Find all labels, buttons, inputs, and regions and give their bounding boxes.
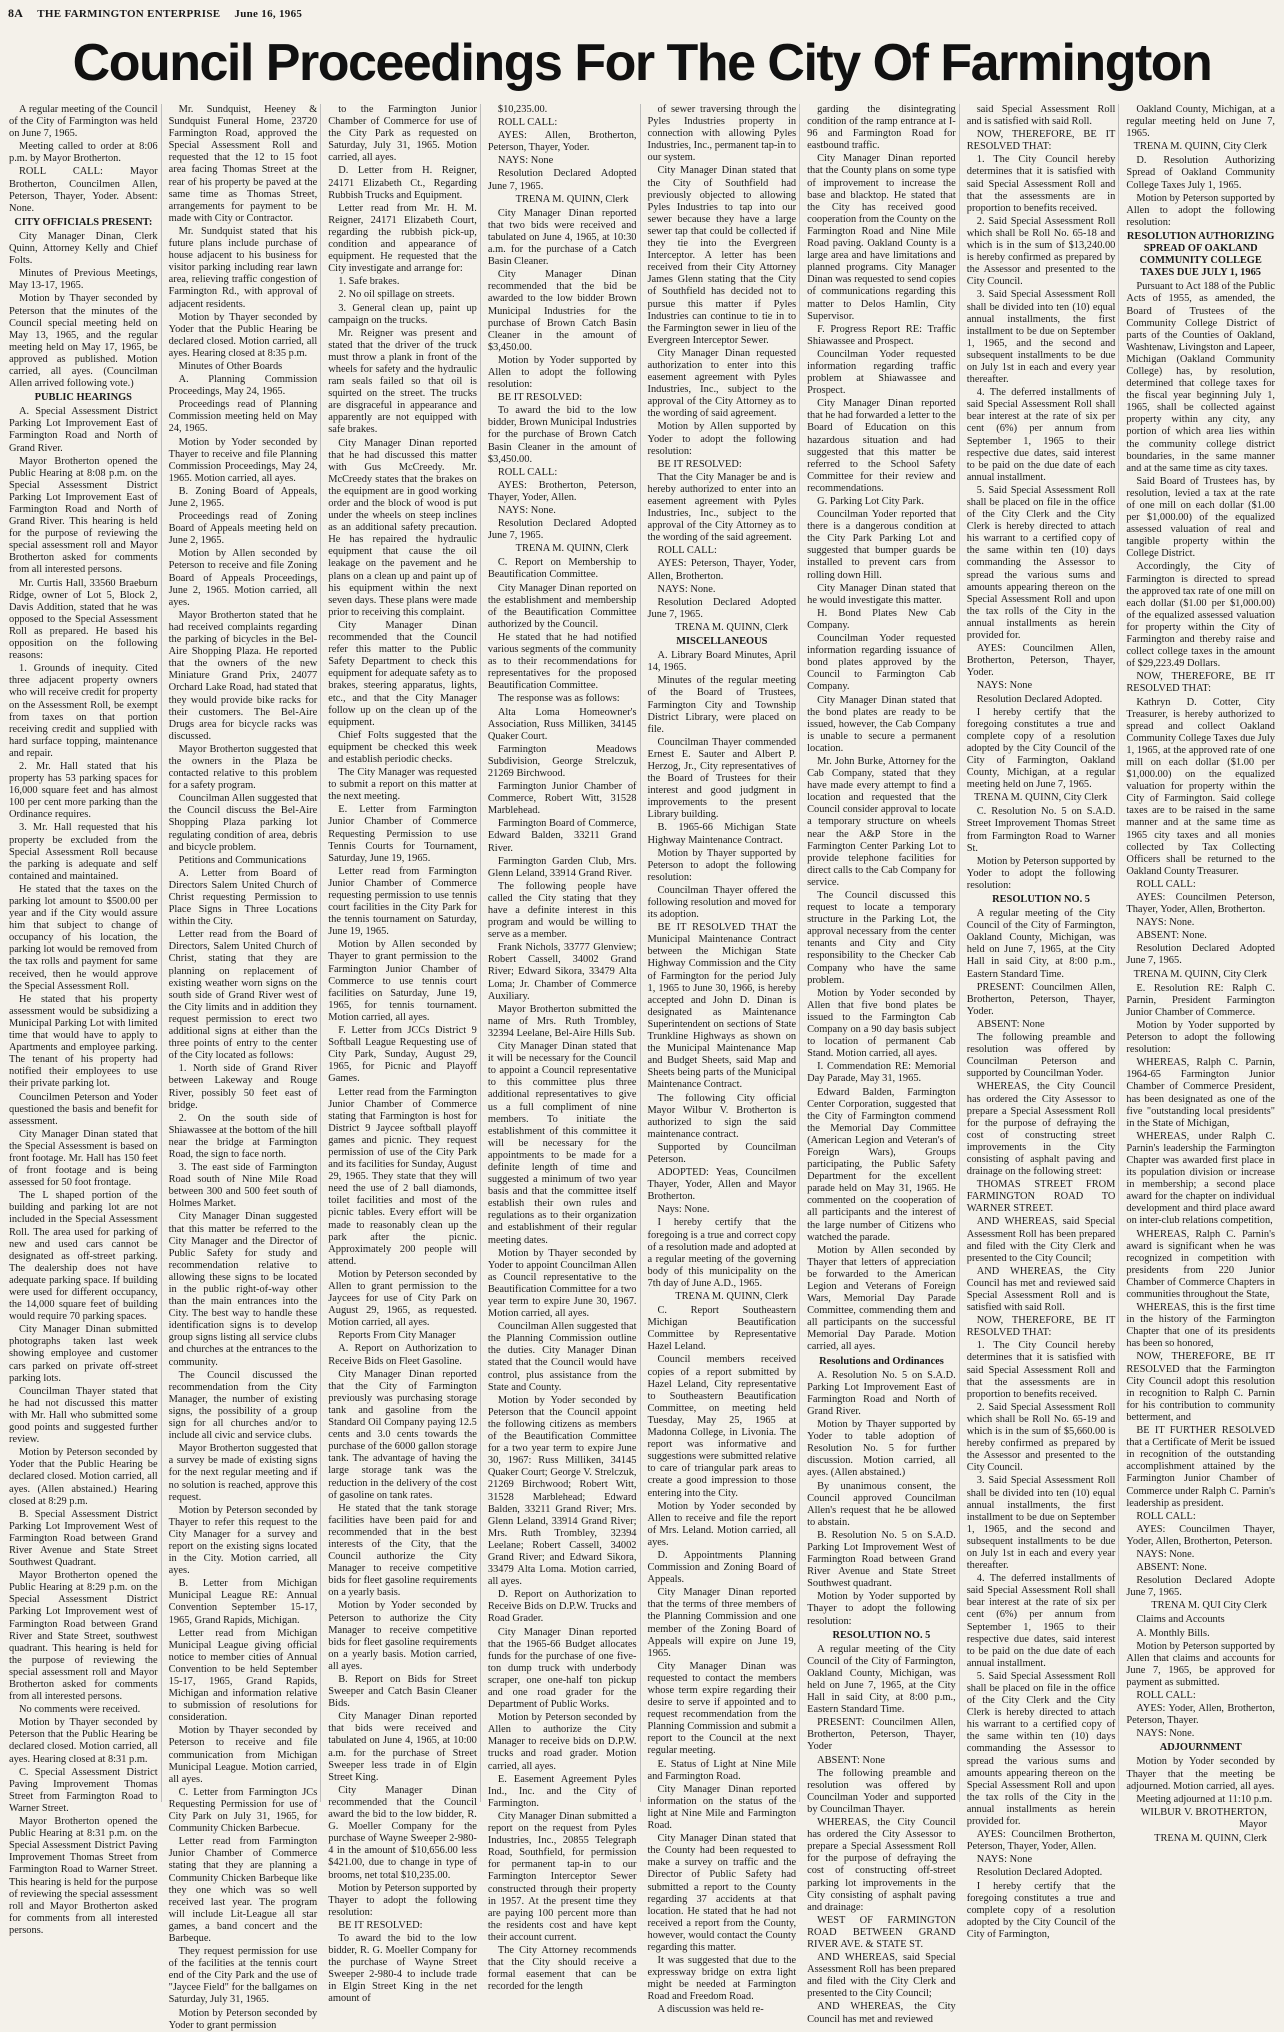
article-paragraph: PRESENT: Councilmen Allen, Brotherton, Peterson, Thayer, Yoder. xyxy=(966,981,1116,1017)
article-paragraph: Motion by Yoder seconded by Allen that five bond plates be issued to the Farmington Cab Company on a 90 day basis subject to location of permanent Cab Stand. Motion carried, all ayes. xyxy=(807,987,956,1060)
article-paragraph: A. Monthly Bills. xyxy=(1136,1627,1210,1639)
article-paragraph: Meeting called to order at 8:06 p.m. by Mayor Brotherton. xyxy=(9,141,158,165)
article-paragraph: Mr. Curtis Hall, 33560 Braeburn Ridge, owner of Lot 5, Block 2, Davis Addition, stated that he was opposed to the Special Assessment Roll as prepared. He based his opposition on the following reasons: xyxy=(9,577,158,662)
article-paragraph: Motion by Thayer seconded by Yoder that the Public Hearing be declared closed. Motion carried, all ayes. Hearing closed at 8:35 p.m. xyxy=(168,311,318,359)
article-paragraph: 3. Said Special Assessment Roll shall be divided into ten (10) equal annual installments, the first installment to be due on September 1, 1965, and the second and subsequent installments to be due on July 1st in each and every year thereafter. xyxy=(966,1475,1116,1572)
article-paragraph: Letter read from the Farmington Junior Chamber of Commerce stating that Farmington is host for District 9 Jaycee softball playoff games and picnic. They request permission of use of the City Park and its facilities for Sunday, August 29, 1965. They state that they will need the use of 2 ball diamonds, toilet facilities and most of the picnic tables. Every effort will be made to reasonably clean up the park after the picnic. Approximately 200 people will attend. xyxy=(328,1086,477,1267)
article-paragraph: Motion by Yoder seconded by Allen to receive and file the report of Mrs. Leland. Motion carried, all ayes. xyxy=(647,1500,797,1548)
article-paragraph: Edward Balden, Farmington Center Corporation, suggested that the City of Farmington commend the Memorial Day Committee (American Legion and Veteran's of Foreign Wars), Groups participating, the Public Safety Department for the excellent parade held on May 31, 1965. He commented on the cooperation of all participants and the interest of the large number of Citizens who watched the parade. xyxy=(807,1086,956,1243)
section-subhead: Resolutions and Ordinances xyxy=(819,1355,944,1367)
article-paragraph: NAYS: None xyxy=(976,680,1033,692)
article-paragraph: Proceedings read of Planning Commission meeting held on May 24, 1965. xyxy=(168,399,318,435)
article-paragraph: He stated that his property assessment would be subsidizing a Municipal Parking Lot with limited time that would have to apply to Apartments and employee parking. The tenant of his property had notified their employees to use their private parking lot. xyxy=(9,993,158,1090)
article-paragraph: B. Resolution No. 5 on S.A.D. Parking Lot Improvement West of Farmington Road between Grand River Avenue and State Street Southwest quadrant. xyxy=(807,1529,956,1590)
article-paragraph: 3. The east side of Farmington Road south of Nine Mile Road between 300 and 500 feet south of Holmes Market. xyxy=(168,1162,318,1210)
article-paragraph: I. Commendation RE: Memorial Day Parade, May 31, 1965. xyxy=(807,1061,956,1085)
article-paragraph: Minutes of Previous Meetings, May 13-17, 1965. xyxy=(9,268,158,292)
article-paragraph: D. Resolution Authorizing Spread of Oakland Community College Taxes July 1, 1965. xyxy=(1126,155,1275,191)
article-column-2 xyxy=(166,104,322,2031)
article-paragraph: Minutes of the regular meeting of the Board of Trustees, Farmington City and Township District Library, were placed on file. xyxy=(647,675,797,735)
signature-line: TRENA M. QUINN, City Clerk xyxy=(1133,968,1267,980)
article-paragraph: City Manager Dinan reported that the 1965-66 Budget allocates funds for the purchase of one five-ton dump truck with underbody scraper, one one-half ton pickup and one road grader for the Department of Public Works. xyxy=(487,1626,637,1711)
article-paragraph: 5. Said Special Assessment Roll shall be placed on file in the office of the City Clerk and the City Clerk is hereby directed to attach his warrant to a certified copy of the same within ten (10) days commanding the Assessor to spread the various sums and amounts appearing thereon on the Special Assessment Roll and upon the tax rolls of the City in the annual installments as herein provided for. xyxy=(966,484,1116,642)
article-paragraph: City Manager Dinan reported that he had forwarded a letter to the Board of Education on this hazardous situation and had suggested that this matter be referred to the School Safety Committee for their review and recommendations. xyxy=(807,398,956,494)
article-paragraph: Alta Loma Homeowner's Association, Russ Milliken, 34145 Quaker Court. xyxy=(487,706,637,742)
article-paragraph: Councilman Allen suggested that the Council discuss the Bel-Aire Shopping Plaza parking lot regulating condition of area, debris and bicycle problem. xyxy=(168,793,318,853)
article-paragraph: Supported by Councilman Peterson. xyxy=(647,1141,797,1165)
article-paragraph: AND WHEREAS, the City Council has met and reviewed xyxy=(807,2001,956,2025)
article-paragraph: F. Progress Report RE: Traffic Shiawassee and Prospect. xyxy=(807,323,956,347)
article-paragraph: Mayor Brotherton opened the Public Hearing at 8:29 p.m. on the Special Assessment District Parking Lot Improvement west of Farmington Road between Grand River and State Street, southwest quadrant. This hearing is held for the purpose of reviewing the special assessment roll and Mayor Brotherton asked for comments from all interested persons. xyxy=(9,1570,158,1703)
article-paragraph: Nays: None. xyxy=(657,1204,710,1216)
article-paragraph: Councilman Thayer stated that he had not discussed this matter with Mr. Hall who submitted some good points and suggested further review. xyxy=(9,1385,158,1446)
article-paragraph: 2. Said Special Assessment Roll which shall be Roll No. 65-18 and which is in the sum of $13,240.00 is hereby confirmed as prepared by the Assessor and presented to the City Council. xyxy=(966,215,1116,288)
article-paragraph: Mr. Sundquist stated that his future plans include purchase of house adjacent to his business for visitor parking including rear lawn area, relieving traffic congestion of Farmington Rd., with approval of adjacent residents. xyxy=(168,225,318,310)
article-paragraph: garding the disintegrating condition of the ramp entrance at I-96 and Farmington Road for eastbound traffic. xyxy=(807,104,956,152)
article-paragraph: City Manager Dinan, Clerk Quinn, Attorney Kelly and Chief Folts. xyxy=(9,230,158,267)
article-paragraph: Motion by Peterson seconded by Allen to authorize the City Manager to receive bids on D.P.W. trucks and road grader. Motion carried, all ayes. xyxy=(487,1712,637,1772)
article-paragraph: NOW, THEREFORE, BE IT RESOLVED THAT: xyxy=(966,1315,1116,1339)
article-column-1 xyxy=(6,104,162,1936)
article-paragraph: AYES: Councilmen Peterson, Thayer, Yoder, Allen, Brotherton. xyxy=(1126,892,1275,916)
article-paragraph: NAYS: None xyxy=(976,1854,1033,1866)
article-paragraph: NOW, THEREFORE, BE IT RESOLVED that the Farmington City Council adopt this resolution in recognition to Ralph C. Parnin for his contribution to community betterment, and xyxy=(1126,1351,1275,1423)
article-paragraph: Motion by Allen seconded by Thayer that letters of appreciation be forwarded to the American Legion and Veterans of Foreign Wars, Memorial Day Parade Committee, commending them and all participants on the successful Memorial Day Parade. Motion carried, all ayes. xyxy=(807,1244,956,1353)
article-paragraph: Motion by Allen supported by Yoder to adopt the following resolution: xyxy=(647,421,797,457)
article-paragraph: Petitions and Communications xyxy=(178,854,307,866)
signature-line: TRENA M. QUINN, Clerk xyxy=(675,1291,789,1302)
article-paragraph: E. Easement Agreement Pyles Ind., Inc. and the City of Farmington. xyxy=(487,1773,637,1809)
article-paragraph: The L shaped portion of the building and parking lot are not included in the Special Assessment Roll. The area used for parking of new and used cars cannot be designated as off-street parking. The dealership does not have adequate parking space. If building were used for different occupancy, the 14,000 square feet of building would require 70 parking spaces. xyxy=(9,1190,158,1323)
article-paragraph: Motion by Peterson seconded by Yoder to grant permission xyxy=(168,2007,318,2031)
signature-line: TRENA M. QUINN, City Clerk xyxy=(1133,141,1267,153)
article-paragraph: City Manager Dinan submitted photographs taken last week showing employee and customer cars parked on private off-street parking lots. xyxy=(9,1324,158,1384)
article-paragraph: Motion by Peterson supported by Allen that claims and accounts for June 7, 1965, be approved for payment as submitted. xyxy=(1126,1640,1275,1688)
article-column-3 xyxy=(325,104,481,2005)
article-paragraph: It was suggested that due to the expressway bridge on extra light might be needed at Farmington Road and Freedom Road. xyxy=(647,1955,797,2003)
article-paragraph: AND WHEREAS, said Special Assessment Roll has been prepared and filed with the City Clerk and presented to the City Council; xyxy=(966,1216,1116,1264)
article-column-7 xyxy=(964,104,1120,1940)
article-paragraph: 1. The City Council hereby determines that it is satisfied with said Special Assessment Roll and that the assessments are in proportion to benefits received. xyxy=(966,154,1116,214)
article-paragraph: Motion by Allen seconded by Peterson to receive and file Zoning Board of Appeals Proceedings, June 2, 1965. Motion carried, all ayes. xyxy=(168,548,318,608)
article-paragraph: AYES: Peterson, Thayer, Yoder, Allen, Brotherton. xyxy=(647,558,797,582)
article-paragraph: WHEREAS, the City Council has ordered the City Assessor to prepare a Special Assessment Roll for the purpose of defraying the cost of constructing street improvements in the City consisting of asphalt paving and drainage on the following street: xyxy=(966,1081,1116,1178)
article-paragraph: Councilman Yoder reported that there is a dangerous condition at the City Park Parking Lot and suggested that bumper guards be installed to prevent cars from rolling down Hill. xyxy=(807,509,956,581)
article-paragraph: City Manager Dinan submitted a report on the request from Pyles Industries, Inc., 20855 Telegraph Road, Southfield, for permission for permanent tap-in to our Farmington Interceptor Sewer constructed through their property in 1957. At the present time they are paying 100 percent more than the residents cost and have kept their account current. xyxy=(487,1810,637,1943)
article-paragraph: Farmington Garden Club, Mrs. Glenn Leland, 33914 Grand River. xyxy=(487,855,637,879)
signature-line: TRENA M. QUINN, Clerk xyxy=(1154,1833,1267,1845)
article-paragraph: Farmington Board of Commerce, Edward Balden, 33211 Grand River. xyxy=(487,818,637,854)
article-paragraph: NAYS: None. xyxy=(1136,1548,1195,1560)
article-paragraph: A regular meeting of the Council of the City of Farmington was held on June 7, 1965. xyxy=(9,104,158,140)
article-paragraph: A discussion was held re- xyxy=(657,2004,764,2016)
article-paragraph: Letter read from Farmington Junior Chamber of Commerce stating that they are planning a Community Chicken Barbeque like they one which was so well received last year. The program will include Lit-League all star games, a band concert and the Barbeque. xyxy=(168,1836,318,1944)
article-paragraph: Pursuant to Act 188 of the Public Acts of 1955, as amended, the Board of Trustees of the Community College District of parts of the Counties of Oakland, Washtenaw, Livingston and Lapeer, Michigan (Oakland Community College) has, by resolution, determined that college taxes for the fiscal year beginning July 1, 1965, shall be collected against property within any city, any portion of which area lies within the community college district boundaries, in the same manner and at the same time as city taxes. xyxy=(1126,281,1275,474)
article-paragraph: Frank Nichols, 33777 Glenview; Robert Cassell, 34002 Grand River; Edward Sikora, 33479 Alta Loma; Jr. Chamber of Commerce Auxiliary. xyxy=(487,942,637,1002)
article-paragraph: H. Bond Plates New Cab Company. xyxy=(807,607,956,631)
signature-line: TRENA M. QUINN, Clerk xyxy=(675,621,789,633)
article-paragraph: 1. North side of Grand River between Lakeway and Rouge River, possibly 50 feet east of bridge. xyxy=(168,1063,318,1111)
article-paragraph: Councilmen Peterson and Yoder questioned the basis and benefit for assessment. xyxy=(9,1091,158,1127)
article-paragraph: ADOPTED: Yeas, Councilmen Thayer, Yoder, Allen and Mayor Brotherton. xyxy=(647,1167,797,1203)
article-paragraph: Motion by Peterson supported by Yoder to adopt the following resolution: xyxy=(966,855,1116,891)
article-paragraph: G. Parking Lot City Park. xyxy=(817,496,924,507)
article-paragraph: City Manager Dinan reported that the County plans on some type of improvement to increase the base and blacktop. He stated that the City has received good cooperation from the County on the Farmington Road and Nine Mile Road paving. Oakland County is a large area and have limitations and planned programs. City Manager Dinan was requested to send copies of communications regarding this matter to Delos Hamlin, City Supervisor. xyxy=(807,153,956,322)
article-paragraph: F. Letter from JCCs District 9 Softball League Requesting use of City Park, Sunday, August 29, 1965, for Picnic and Playoff Games. xyxy=(328,1025,477,1085)
article-paragraph: of sewer traversing through the Pyles Industries property in connection with allowing Pyles Industries, Inc., permanent tap-in to our system. xyxy=(647,104,797,164)
article-paragraph: AYES: Yoder, Allen, Brotherton, Peterson, Thayer. xyxy=(1126,1703,1275,1727)
article-columns xyxy=(6,104,1278,2031)
article-paragraph: The Council discussed this request to locate a temporary structure in the Parking Lot, the approval necessary from the center tenants and City and City responsibility to the Checker Cab Company who have the same problem. xyxy=(807,890,956,986)
article-paragraph: E. Resolution RE: Ralph C. Parnin, President Farmington Junior Chamber of Commerce. xyxy=(1126,982,1275,1018)
article-paragraph: ROLL CALL: xyxy=(497,466,558,478)
article-paragraph: City Manager Dinan recommended that the bid be awarded to the low bidder Brown Municipal Industries for the purchase of Brown Catch Basin Cleaner in the amount of $3,450.00. xyxy=(487,269,637,353)
article-paragraph: ROLL CALL: xyxy=(1136,878,1196,890)
article-paragraph: Letter read from Farmington Junior Chamber of Commerce requesting permission to use tennis court facilities in the City Park for the tennis tournament on Saturday, June 19, 1965. xyxy=(328,865,477,938)
section-subhead: RESOLUTION NO. 5 xyxy=(832,1629,931,1641)
article-paragraph: ROLL CALL: Mayor Brotherton, Councilmen Allen, Peterson, Thayer, Yoder. Absent: None. xyxy=(9,166,158,214)
article-paragraph: I hereby certify that the foregoing constitutes a true and complete copy of a resolution adopted by the City Council of the City of Farmington, Oakland County, Michigan, at a regular meeting held on June 7, 1965. xyxy=(966,706,1116,791)
article-paragraph: City Manager Dinan requested authorization to enter into this easement agreement with Pyles Industries, Inc., subject to the approval of the City Attorney as to the wording of said agreement. xyxy=(647,347,797,420)
article-paragraph: C. Resolution No. 5 on S.A.D. Street Improvement Thomas Street from Farmington Road to Warner St. xyxy=(966,806,1116,854)
article-paragraph: City Manager Dinan reported information on the status of the light at Nine Mile and Farmington Road. xyxy=(647,1783,797,1832)
article-paragraph: City Manager Dinan reported that the terms of three members of the Planning Commission and one member of the Zoning Board of Appeals will expire on June 19, 1965. xyxy=(647,1587,797,1659)
article-paragraph: ROLL CALL: xyxy=(1136,1690,1196,1701)
article-paragraph: He stated that the tank storage facilities have been paid for and recommended that in the best interests of the City, that the Council authorize the City Manager to receive competitive bids for fleet gasoline requirements on a yearly basis. xyxy=(328,1502,477,1599)
article-paragraph: City Manager Dinan stated that the Special Assessment is based on front footage. Mr. Hall has 150 feet of front footage and is being assessed for 50 foot frontage. xyxy=(9,1128,158,1189)
article-paragraph: City Manager Dinan reported that bids were received and tabulated on June 4, 1965, at 10:00 a.m. for the purchase of Street Sweeper less trade in of Elgin Street King. xyxy=(328,1711,477,1783)
section-subhead: RESOLUTION AUTHORIZING SPREAD OF OAKLAND COMMUNITY COLLEGE TAXES DUE JULY 1, 1965 xyxy=(1126,230,1275,279)
article-paragraph: City Manager Dinan was requested to contact the members whose term expire regarding their desire to serve if appointed and to request recommendation from the Planning Commission and submit a report to the Council at the next regular meeting. xyxy=(647,1660,797,1757)
article-paragraph: 1. Grounds of inequity. Cited three adjacent property owners who will receive credit for property on the Assessment Roll, be exempt from taxes on that portion receiving credit and supplied with hard surface topping, maintenance and repair. xyxy=(9,663,158,759)
article-paragraph: Motion by Yoder seconded by Thayer to receive and file Planning Commission Proceedings, May 24, 1965. Motion carried, all ayes. xyxy=(168,436,318,484)
article-paragraph: Mayor Brotherton suggested that a survey be made of existing signs for the next regular meeting and if no solution is reached, approve this request. xyxy=(168,1443,318,1503)
article-paragraph: City Manager Dinan stated that he would investigate this matter. xyxy=(807,582,956,606)
article-paragraph: Motion by Peterson seconded by Yoder that the Public Hearing be declared closed. Motion carried, all ayes. (Allen abstained.) Hearing closed at 8:29 p.m. xyxy=(9,1447,158,1507)
article-paragraph: Resolution Declared Adopted June 7, 1965. xyxy=(1126,943,1275,967)
article-paragraph: ABSENT: None xyxy=(817,1754,886,1766)
article-paragraph: THOMAS STREET FROM FARMINGTON ROAD TO WARNER STREET. xyxy=(966,1179,1116,1215)
article-paragraph: Councilman Yoder requested information regarding traffic problem at Shiawassee and Prospect. xyxy=(807,348,956,397)
section-subhead: PUBLIC HEARINGS xyxy=(34,392,132,404)
article-paragraph: Resolution Declared Adopted June 7, 1965. xyxy=(487,518,637,542)
article-paragraph: BE IT RESOLVED THAT the Municipal Maintenance Contract between the Michigan State Highway Commission and the City of Farmington for the period July 1, 1965 to June 30, 1966, is hereby accepted and John D. Dinan is designated as Maintenance Superintendent on sections of State Trunkline Highways as shown on the Municipal Maintenance Map and Budget Sheets, said Map and Sheets being parts of the Municipal Maintenance Contract. xyxy=(647,922,797,1091)
article-paragraph: Motion by Thayer seconded by Yoder to appoint Councilman Allen as Council representative to the Beautification Committee for a two year term to expire June 30, 1967. Motion carried, all ayes. xyxy=(487,1247,637,1320)
article-paragraph: Motion by Yoder supported by Peterson to adopt the following resolution: xyxy=(1126,1019,1275,1056)
article-paragraph: Councilman Thayer commended Ernest E. Sauter and Albert P. Herzog, Jr., City representatives of the Board of Trustees for their interest and good judgment in improvements to the present Library building. xyxy=(647,736,797,821)
signature-line: WILBUR V. BROTHERTON, Mayor xyxy=(1140,1806,1267,1830)
article-paragraph: They request permission for use of the facilities at the tennis court end of the City Park and the use of "Jaycee Field" for the ballgames on Saturday, July 31, 1965. xyxy=(168,1946,318,2006)
article-paragraph: NAYS: None. xyxy=(497,505,556,516)
article-paragraph: WHEREAS, under Ralph C. Parnin's leadership the Farmington Chapter was awarded first place in its population division or increase in membership; a second place award for the chapter on individual development and third place award on inter-club relations competition, xyxy=(1126,1130,1275,1227)
article-paragraph: AYES: Councilmen Allen, Brotherton, Peterson, Thayer, Yoder. xyxy=(966,643,1116,679)
signature-line: TRENA M. QUINN, Clerk xyxy=(515,543,629,555)
article-paragraph: City Manager Dinan stated that the bond plates are ready to be issued, however, the Cab Company is unable to secure a permanent location. xyxy=(807,694,956,754)
article-paragraph: B. Zoning Board of Appeals, June 2, 1965. xyxy=(168,485,318,509)
article-paragraph: I hereby certify that the foregoing is a true and correct copy of a resolution made and adopted at a regular meeting of the governing body of this municipality on the 7th day of June A.D., 1965. xyxy=(647,1217,797,1289)
article-column-5 xyxy=(645,104,801,2016)
page-folio xyxy=(8,6,1276,24)
section-subhead: RESOLUTION NO. 5 xyxy=(992,894,1090,905)
article-paragraph: Mayor Brotherton opened the Public Hearing at 8:31 p.m. on the Special Assessment District Paving Improvement Thomas Street from Farmington Road to Warner Street. This hearing is held for the purpose of reviewing the special assessment roll and Mayor Brotherton asked for comments from all interested persons. xyxy=(9,1816,158,1936)
article-paragraph: Mayor Brotherton opened the Public Hearing at 8:08 p.m. on the Special Assessment District Parking Lot Improvement East of Farmington Road and North of Grand River. This hearing is held for the purpose of reviewing the special assessment roll and Mayor Brotherton asked for comments from all interested persons. xyxy=(9,455,158,576)
article-column-6 xyxy=(804,104,960,2025)
article-paragraph: A regular meeting of the City Council of the City of Farmington, Oakland County, Michigan, was held on June 7, 1965, at the City Hall in said City, at 8:00 p.m., Eastern Standard Time. xyxy=(807,1643,956,1716)
article-paragraph: Proceedings read of Zoning Board of Appeals meeting held on June 2, 1965. xyxy=(168,511,318,547)
article-paragraph: A. Planning Commission Proceedings, May 24, 1965. xyxy=(168,374,318,398)
article-paragraph: WHEREAS, Ralph C. Parnin, 1964-65 Farmington Junior Chamber of Commerce President, has been designated as one of the five "outstanding local presidents" in the State of Michigan, xyxy=(1126,1057,1275,1129)
article-paragraph: Resolution Declared Adopted. xyxy=(976,693,1103,705)
article-paragraph: City Manager Dinan recommended that the Council award the bid to the low bidder, R. G. Moeller Company for the purchase of Wayne Sweeper 2-980-4 in the amount of $10,656.00 less $421.00, due to change in type of brooms, net total $10,235.00. xyxy=(328,1784,477,1881)
article-paragraph: 4. The deferred installments of said Special Assessment Roll shall bear interest at the rate of six per cent (6%) per annum from September 1, 1965 to their respective due dates, said interest to be paid on the due date of each annual installment. xyxy=(966,1573,1116,1669)
article-paragraph: Motion by Yoder seconded by Thayer that the meeting be adjourned. Motion carried, all ayes. xyxy=(1126,1756,1275,1792)
article-paragraph: That the City Manager be and is hereby authorized to enter into an easement agreement with Pyles Industries, Inc., subject to the approval of the City Attorney as to the wording of the said agreement. xyxy=(647,471,797,544)
article-paragraph: 2. Mr. Hall stated that his property has 53 parking spaces for 16,000 square feet and has almost 100 per cent more parking than the Ordinance requires. xyxy=(9,760,158,821)
article-paragraph: Motion by Thayer supported by Peterson to adopt the following resolution: xyxy=(647,847,797,883)
article-paragraph: By unanimous consent, the Council approved Councilman Allen's request that he be allowed to abstain. xyxy=(807,1480,956,1528)
article-paragraph: Council members received copies of a report submitted by Hazel Leland, City representative to Southeastern Beautification Committee, on meeting held Tuesday, May 25, 1965 at Madonna College, in Livonia. The report was informative and suggestions were submitted relative to care of triangular park areas to create a good impression to those entering into the City. xyxy=(647,1354,797,1499)
article-paragraph: WHEREAS, this is the first time in the history of the Farmington Chapter that one of its presidents has been so honored, xyxy=(1126,1302,1275,1350)
article-paragraph: B. 1965-66 Michigan State Highway Maintenance Contract. xyxy=(647,822,797,846)
article-column-8 xyxy=(1123,104,1278,1845)
article-paragraph: WEST OF FARMINGTON ROAD BETWEEN GRAND RIVER AVE. & STATE ST. xyxy=(807,1914,956,1950)
article-paragraph: City Manager Dinan reported that the City of Farmington previously was purchasing storage tank and gasoline from the Standard Oil Company paying 12.5 cents and 3.0 cents towards the purchase of the 6000 gallon storage tank. The advantage of having the large storage tank was the reduction in the delivery of the cost of gasoline on tank rates. xyxy=(328,1368,477,1501)
article-paragraph: A. Report on Authorization to Receive Bids on Fleet Gasoline. xyxy=(328,1343,477,1367)
article-paragraph: NAYS: None. xyxy=(657,583,716,595)
article-paragraph: The following preamble and resolution was offered by Councilman Yoder and supported by Councilman Thayer. xyxy=(807,1767,956,1815)
article-paragraph: A. Library Board Minutes, April 14, 1965. xyxy=(647,650,797,674)
article-paragraph: Mr. Sundquist, Heeney & Sundquist Funeral Home, 23720 Farmington Road, approved the Special Assessment Roll and requested that the 12 to 15 foot area facing Thomas Street at the rear of his property be paved at the same time as Thomas Street, arrangements for payment to be made with City or Contractor. xyxy=(168,104,318,224)
signature-line: TRENA M. QUINN, City Clerk xyxy=(974,792,1108,804)
article-paragraph: Farmington Junior Chamber of Commerce, Robert Witt, 31528 Marblehead. xyxy=(487,781,637,817)
article-paragraph: B. Special Assessment District Parking Lot Improvement West of Farmington Road between Grand River Avenue and State Street Southwest Quadrant. xyxy=(9,1508,158,1569)
article-paragraph: 4. The deferred installments of said Special Assessment Roll shall bear interest at the rate of six per cent (6%) per annum from September 1, 1965 to their respective due dates, said interest to be paid on the due date of each annual installment. xyxy=(966,387,1116,483)
article-paragraph: C. Report Southeastern Michigan Beautification Committee by Representative Hazel Leland. xyxy=(647,1305,797,1353)
article-paragraph: 1. Safe brakes. xyxy=(338,276,400,288)
article-paragraph: ROLL CALL: xyxy=(1136,1510,1196,1522)
article-paragraph: Resolution Declared Adopted. xyxy=(976,1867,1103,1879)
article-paragraph: NAYS: None. xyxy=(1136,1728,1195,1740)
article-paragraph: Mr. John Burke, Attorney for the Cab Company, stated that they have made every attempt to find a location and requested that the Council consider approval to locate a temporary structure on wheels near the A&P Store in the Farmington Center Parking Lot to provide telephone facilities for direct calls to the Cab Company for service. xyxy=(807,755,956,888)
article-paragraph: City Manager Dinan stated that it will be necessary for the Council to appoint a Council representative to this committee plus three additional representatives to give us a full compliment of nine members. To initiate the establishment of this committee it will be necessary for the appointments to be made for a definite length of time and suggested a minimum of two year basis and that the committee itself establish their own rules and regulations as to their organization and establishment of their regular meeting dates. xyxy=(487,1041,637,1246)
article-paragraph: Motion by Allen seconded by Thayer to grant permission to the Farmington Junior Chamber of Commerce to use tennis court facilities on Saturday, June 19, 1965, for tennis tournament. Motion carried, all ayes. xyxy=(328,939,477,1023)
article-paragraph: Motion by Thayer supported by Yoder to table adoption of Resolution No. 5 for further discussion. Motion carried, all ayes. (Allen abstained.) xyxy=(807,1419,956,1479)
article-paragraph: to the Farmington Junior Chamber of Commerce for use of the City Park as requested on Saturday, July 31, 1965. Motion carried, all ayes. xyxy=(328,104,477,164)
article-paragraph: NAYS: None xyxy=(497,155,554,167)
article-paragraph: Motion by Peterson seconded by Allen to grant permission to the Jaycees for use of City Park on August 29, 1965, as requested. Motion carried, all ayes. xyxy=(328,1268,477,1329)
article-paragraph: D. Appointments Planning Commission and Zoning Board of Appeals. xyxy=(647,1549,797,1586)
issue-date: June 16, 1965 xyxy=(234,8,303,20)
article-paragraph: PRESENT: Councilmen Allen, Brotherton, Peterson, Thayer, Yoder xyxy=(807,1717,956,1753)
article-paragraph: A. Letter from Board of Directors Salem United Church of Christ requesting Permission to Place Signs in Three Locations within the City. xyxy=(168,867,318,928)
article-paragraph: Councilman Yoder requested information regarding issuance of bond plates approved by the Council to Farmington Cab Company. xyxy=(807,633,956,693)
section-subhead: CITY OFFICIALS PRESENT: xyxy=(14,216,153,228)
article-paragraph: D. Report on Authorization to Receive Bids on D.P.W. Trucks and Road Grader. xyxy=(487,1589,637,1625)
article-column-4 xyxy=(485,104,641,1993)
article-paragraph: Councilman Allen suggested that the Planning Commission outline the duties. City Manager Dinan stated that the Council would have control, plus assistance from the State and County. xyxy=(487,1321,637,1393)
article-paragraph: City Manager Dinan stated that the City of Southfield had previously objected to allowing Pyles Industries to tap into our sewer because they have a large sewer tap that could be collected if they tie into the Evergreen Interceptor. A letter has been received from their City Attorney James Glenn stating that the City of Southfield has decided not to pursue this matter if Pyles Industries can continue to tie in to the Farmington sewer in lieu of the Evergreen Interceptor Sewer. xyxy=(647,165,797,346)
article-paragraph: Motion by Thayer seconded by Peterson that the Public Hearing be declared closed. Motion carried, all ayes. Hearing closed at 8:31 p.m. xyxy=(9,1717,158,1765)
article-paragraph: Letter read from Michigan Municipal League giving official notice to member cities of Annual Convention to be held September 15-17, 1965, Grand Rapids, Michigan and information relative to submission of resolutions for consideration. xyxy=(168,1627,318,1724)
article-paragraph: WHEREAS, the City Council has ordered the City Assessor to prepare a Special Assessment Roll for the purpose of defraying the cost of constructing off-street parking lot improvements in the City consisting of asphalt paving and drainage: xyxy=(807,1817,956,1913)
article-paragraph: Said Board of Trustees has, by resolution, levied a tax at the rate of one mill on each dollar ($1.00 per $1,000.00) of the equalized assessed valuation of real and tangible property within the College District. xyxy=(1126,475,1275,560)
article-paragraph: No comments were received. xyxy=(19,1704,141,1716)
article-paragraph: 2. No oil spillage on streets. xyxy=(338,289,455,301)
article-paragraph: City Manager Dinan stated that the County had been requested to make a survey on traffic and the Director of Public Safety had submitted a report to the County regarding 37 accidents at that location. He stated that he had not received a report from the County, however, would contact the County regarding this matter. xyxy=(647,1833,797,1953)
article-paragraph: Letter read from the Board of Directors, Salem United Church of Christ, stating that they are planning on replacement of existing weather worn signs on the south side of Grand River west of the City limits and in addition they request permission to erect two additional signs at either than the three points of entry to the center of the City located as follows: xyxy=(168,929,318,1062)
article-paragraph: ROLL CALL: xyxy=(497,117,558,129)
section-subhead: ADJOURNMENT xyxy=(1159,1742,1242,1754)
article-paragraph: Motion by Yoder supported by Allen to adopt the following resolution: xyxy=(487,354,637,391)
article-paragraph: The following preamble and resolution was offered by Councilman Peterson and supported by Councilman Yoder. xyxy=(966,1032,1116,1080)
article-paragraph: BE IT RESOLVED: xyxy=(338,1919,423,1931)
article-paragraph: NOW, THEREFORE, BE IT RESOLVED THAT: xyxy=(1126,671,1275,695)
article-paragraph: The Council discussed the recommendation from the City Manager, the number of existing signs, the possibility of a group sign for all churches and/or to include all civic and service clubs. xyxy=(168,1369,318,1442)
article-paragraph: The response was as follows: xyxy=(497,693,620,705)
article-paragraph: To award the bid to the low bidder, Brown Municipal Industries for the purchase of Brown Catch Basin Cleaner in the amount of $3,450.00. xyxy=(487,405,637,465)
signature-line: TRENA M. QUI City Clerk xyxy=(1151,1600,1267,1612)
article-paragraph: City Manager Dinan reported on the establishment and membership of the Beautification Committee authorized by the Council. xyxy=(487,582,637,630)
article-paragraph: Motion by Yoder seconded by Peterson that the Council appoint the following citizens as members of the Beautification Committee for a two year term to expire June 30, 1967: Russ Milliken, 34145 Quaker Court; George V. Strelczuk, 21269 Birchwood; Robert Witt, 31528 Marblehead; Edward Balden, 33211 Grand River; Mrs. Glenn Leland, 33914 Grand River; Mrs. Ruth Trombley, 32394 Leelane; Robert Cassell, 34002 Grand River; and Edward Sikora, 33479 Alta Loma. Motion carried, all ayes. xyxy=(487,1394,637,1588)
article-paragraph: ABSENT: None. xyxy=(1136,1562,1207,1574)
article-paragraph: Chief Folts suggested that the equipment be checked this week and establish periodic checks. xyxy=(328,729,477,765)
article-paragraph: C. Report on Membership to Beautification Committee. xyxy=(487,557,637,581)
article-paragraph: BE IT FURTHER RESOLVED that a Certificate of Merit be issued in recognition of the outstanding accomplishment attained by the Farmington Junior Chamber of Commerce under Ralph C. Parnin's leadership as president. xyxy=(1126,1425,1275,1509)
article-paragraph: 3. Mr. Hall requested that his property be excluded from the Special Assessment Roll because the parking is adequate and self contained and maintained. xyxy=(9,822,158,882)
article-paragraph: AND WHEREAS, said Special Assessment Roll has been prepared and filed with the City Clerk and presented to the City Council; xyxy=(807,1952,956,2000)
article-paragraph: A. Special Assessment District Parking Lot Improvement East of Farmington Road and North of Grand River. xyxy=(9,406,158,454)
article-paragraph: I hereby certify that the foregoing constitutes a true and complete copy of a resolution adopted by the City Council of the City of Farmington, xyxy=(966,1880,1116,1940)
signature-line: TRENA M. QUINN, Clerk xyxy=(515,193,629,205)
article-paragraph: 1. The City Council hereby determines that it is satisfied with said Special Assessment Roll and that the assessments are in proportion to benefits received. xyxy=(966,1340,1116,1400)
article-paragraph: 5. Said Special Assessment Roll shall be placed on file in the office of the City Clerk and the City Clerk is hereby directed to attach his warrant to a certified copy of the same within ten (10) days commanding the Assessor to spread the various sums and amounts appearing thereon on the Special Assessment Roll and upon the tax rolls of the City in the annual installments as herein provided for. xyxy=(966,1670,1116,1828)
article-paragraph: AYES: Councilmen Thayer, Yoder, Allen, Brotherton, Peterson. xyxy=(1126,1523,1275,1547)
article-paragraph: Resolution Declared Adopted June 7, 1965. xyxy=(487,168,637,192)
article-paragraph: E. Status of Light at Nine Mile and Farmington Road. xyxy=(647,1758,797,1782)
article-paragraph: Resolution Declared Adopte June 7, 1965. xyxy=(1126,1575,1275,1599)
article-paragraph: Motion by Thayer seconded by Peterson that the minutes of the Council special meeting held on May 13, 1965, and the regular meeting held on May 17, 1965, be approved as published. Motion carried, all ayes. (Councilman Allen arrived following vote.) xyxy=(9,293,158,390)
article-paragraph: C. Letter from Farmington JCs Requesting Permission for use of City Park on July 31, 1965, for Community Chicken Barbecue. xyxy=(168,1786,318,1835)
article-paragraph: C. Special Assessment District Paving Improvement Thomas Street from Farmington Road to Warner Street. xyxy=(9,1766,158,1814)
article-paragraph: City Manager Dinan recommended that the Council refer this matter to the Public Safety Department to check this equipment for adequate safety as to brakes, steering apparatus, lights, etc., and that the City Manager follow up on the clean up of the equipment. xyxy=(328,619,477,728)
article-paragraph: Minutes of Other Boards xyxy=(178,360,283,372)
article-paragraph: NOW, THEREFORE, BE IT RESOLVED THAT: xyxy=(966,129,1116,153)
article-paragraph: Meeting adjourned at 11:10 p.m. xyxy=(1136,1793,1273,1805)
article-paragraph: The City Manager was requested to submit a report on this matter at the next meeting. xyxy=(328,767,477,803)
article-paragraph: AYES: Brotherton, Peterson, Thayer, Yoder, Allen. xyxy=(487,479,637,503)
section-subhead: MISCELLANEOUS xyxy=(676,636,768,648)
article-paragraph: BE IT RESOLVED: xyxy=(497,392,583,404)
article-paragraph: Mayor Brotherton submitted the name of Mrs. Ruth Trombley, 32394 Leelane, Bel-Aire Hills Sub. xyxy=(487,1003,637,1039)
article-paragraph: AYES: Councilmen Brotherton, Peterson, Thayer, Yoder, Allen. xyxy=(966,1829,1116,1853)
article-paragraph: The City Attorney recommends that the City should receive a formal easement that can be recorded for the length xyxy=(487,1944,637,1993)
article-paragraph: The following City official Mayor Wilbur V. Brotherton is authorized to sign the said maintenance contract. xyxy=(647,1092,797,1140)
article-paragraph: Motion by Peterson seconded by Thayer to refer this request to the City Manager for a survey and report on the existing signs located in the City. Motion carried, all ayes. xyxy=(168,1504,318,1577)
article-paragraph: City Manager Dinan suggested that this matter be referred to the City Manager and the Director of Public Safety for study and recommendation relative to allowing these signs to be located in the public right-of-way other than the main entrances into the City. The best way to handle these identification signs is to develop group signs listing all service clubs and churches at the entrances to the community. xyxy=(168,1211,318,1368)
article-paragraph: A. Resolution No. 5 on S.A.D. Parking Lot Improvement East of Farmington Road and North of Grand River. xyxy=(807,1369,956,1417)
article-paragraph: BE IT RESOLVED: xyxy=(657,458,742,470)
article-paragraph: ABSENT: None xyxy=(976,1018,1045,1030)
article-paragraph: E. Letter from Farmington Junior Chamber of Commerce Requesting Permission to use Tennis Courts for Tournament, Saturday, June 19, 1965. xyxy=(328,804,477,864)
page-number: 8A xyxy=(8,6,24,20)
article-paragraph: He stated that the taxes on the parking lot amount to $500.00 per year and if the City would assure him that subject to change of occupancy of his location, the parking lot would be removed from the tax rolls and payment for same received, then he would approve the Special Assessment Roll. xyxy=(9,883,158,992)
article-paragraph: WHEREAS, Ralph C. Parnin's award is significant when he was recognized in competition with presidents from 220 Junior Chamber of Commerce Chapters in communities throughout the State, xyxy=(1126,1228,1275,1300)
article-headline: Council Proceedings For The City Of Farmington xyxy=(72,34,1212,92)
article-paragraph: Mr. Reigner was present and stated that the driver of the truck must throw a plank in front of the wheels for safety and the hydraulic ram seals failed so that oil is squirted on the street. The trucks are disgraceful in appearance and apparently are not equipped with safe brakes. xyxy=(328,327,477,436)
article-paragraph: NAYS: None. xyxy=(1136,917,1195,929)
article-paragraph: Motion by Peterson supported by Thayer to adopt the following resolution: xyxy=(328,1882,477,1918)
article-paragraph: D. Letter from H. Reigner, 24171 Elizabeth Ct., Regarding Rubbish Trucks and Equipment. xyxy=(328,165,477,201)
article-paragraph: Oakland County, Michigan, at a regular meeting held on June 7, 1965. xyxy=(1126,104,1275,140)
article-paragraph: 3. General clean up, paint up campaign on the trucks. xyxy=(328,302,477,326)
article-paragraph: Reports From City Manager xyxy=(338,1330,456,1342)
article-paragraph: 3. Said Special Assessment Roll shall be divided into ten (10) equal annual installments, the first installment to be due on September 1, 1965, and the second and subsequent installments to be due on July 1st in each and every year thereafter. xyxy=(966,289,1116,386)
article-paragraph: $10,235.00. xyxy=(497,104,548,115)
article-paragraph: To award the bid to the low bidder, R. G. Moeller Company for the purchase of Wayne Street Sweeper 2-980-4 to include trade in Elgin Street King in the net amount of xyxy=(328,1932,477,2005)
article-paragraph: said Special Assessment Roll and is satisfied with said Roll. xyxy=(966,104,1116,128)
article-paragraph: City Manager Dinan reported that he had discussed this matter with Gus McCreedy. Mr. McCreedy states that the brakes on the equipment are in good working order and the block of wood is put under the wheels on steep inclines as an additional safety precaution. He has repaired the hydraulic equipment that cause the oil leakage on the pavement and he plans on a clean up and paint up of his equipment within the next seven days. These plans were made prior to receiving this complaint. xyxy=(328,437,477,618)
article-paragraph: Motion by Thayer seconded by Peterson to receive and file communication from Michigan Municipal League. Motion carried, all ayes. xyxy=(168,1725,318,1785)
article-paragraph: The following people have called the City stating that they have a definite interest in this program and would be willing to serve as a member. xyxy=(487,880,637,941)
article-paragraph: Claims and Accounts xyxy=(1136,1614,1225,1626)
article-paragraph: Letter read from Mr. H. M. Reigner, 24171 Elizabeth Court, regarding the rubbish pick-up, condition and appearance of equipment. He requested that the City investigate and arrange for: xyxy=(328,202,477,275)
article-paragraph: Mayor Brotherton stated that he had received complaints regarding the parking of bicycles in the Bel-Aire Shopping Plaza. He reported that the owners of the new Miniature Grand Prix, 24077 Orchard Lake Road, had stated that they would provide bike racks for their customers. The Bel-Aire Drugs area for bicycle racks was discussed. xyxy=(168,609,318,742)
article-paragraph: Motion by Yoder seconded by Peterson to authorize the City Manager to receive competitive bids for fleet gasoline requirements on a yearly basis. Motion carried, all ayes. xyxy=(328,1600,477,1672)
article-paragraph: B. Letter from Michigan Municipal League RE: Annual Convention September 15-17, 1965, Grand Rapids, Michigan. xyxy=(168,1578,318,1626)
article-paragraph: AND WHEREAS, the City Council has met and reviewed said Special Assessment Roll and is satisfied with said Roll. xyxy=(966,1265,1116,1314)
article-paragraph: City Manager Dinan reported that two bids were received and tabulated on June 4, 1965, at 10:30 a.m. for the purchase of a Catch Basin Cleaner. xyxy=(487,207,637,268)
article-paragraph: Accordingly, the City of Farmington is directed to spread the approved tax rate of one mill on each dollar ($1.00 per $1,000.00) of the equalized assessed valuation for property within the City of Farmington and thereby raise and collect college taxes in the amount of $29,223.49 Dollars. xyxy=(1126,561,1275,670)
article-paragraph: Resolution Declared Adopted June 7, 1965. xyxy=(647,596,797,620)
article-paragraph: Motion by Yoder supported by Thayer to adopt the following resolution: xyxy=(807,1591,956,1627)
article-paragraph: Farmington Meadows Subdivision, George Strelczuk, 21269 Birchwood. xyxy=(487,743,637,779)
article-paragraph: AYES: Allen, Brotherton, Peterson, Thayer, Yoder. xyxy=(487,130,637,154)
article-paragraph: He stated that he had notified various segments of the community as to their recommendations for representatives for the proposed Beautification Committee. xyxy=(487,631,637,692)
article-paragraph: ABSENT: None. xyxy=(1136,930,1207,942)
article-paragraph: 2. Said Special Assessment Roll which shall be Roll No. 65-19 and which is in the sum of $5,660.00 is hereby confirmed as prepared by the Assessor and presented to the City Council. xyxy=(966,1401,1116,1474)
article-paragraph: Motion by Peterson supported by Allen to adopt the following resolution: xyxy=(1126,192,1275,228)
article-paragraph: A regular meeting of the City Council of the City of Farmington, Oakland County, Michigan, was held on June 7, 1965, at the City Hall in said City, at 8:00 p.m., Eastern Standard Time. xyxy=(966,908,1116,980)
article-paragraph: ROLL CALL: xyxy=(657,545,717,557)
article-paragraph: Councilman Thayer offered the following resolution and moved for its adoption. xyxy=(647,884,797,921)
article-paragraph: B. Report on Bids for Street Sweeper and Catch Basin Cleaner Bids. xyxy=(328,1674,477,1710)
newspaper-name: THE FARMINGTON ENTERPRISE xyxy=(37,8,221,20)
article-paragraph: Mayor Brotherton suggested that the owners in the Plaza be contacted relative to this problem for a safety program. xyxy=(168,743,318,792)
article-paragraph: Kathryn D. Cotter, City Treasurer, is hereby authorized to spread and collect Oakland Community College Taxes due July 1, 1965, at the approved rate of one mill on each dollar ($1.00 per $1,000.00) on the equalized valuation for property within the City of Farmington. Said college taxes are to be raised in the same manner and at the same time as 1965 city taxes and all monies collected by Tax Collecting Officers shall be returned to the Oakland County Treasurer. xyxy=(1126,696,1275,877)
article-paragraph: 2. On the south side of Shiawassee at the bottom of the hill near the bridge at Farmington Road, the sign to face north. xyxy=(168,1112,318,1160)
